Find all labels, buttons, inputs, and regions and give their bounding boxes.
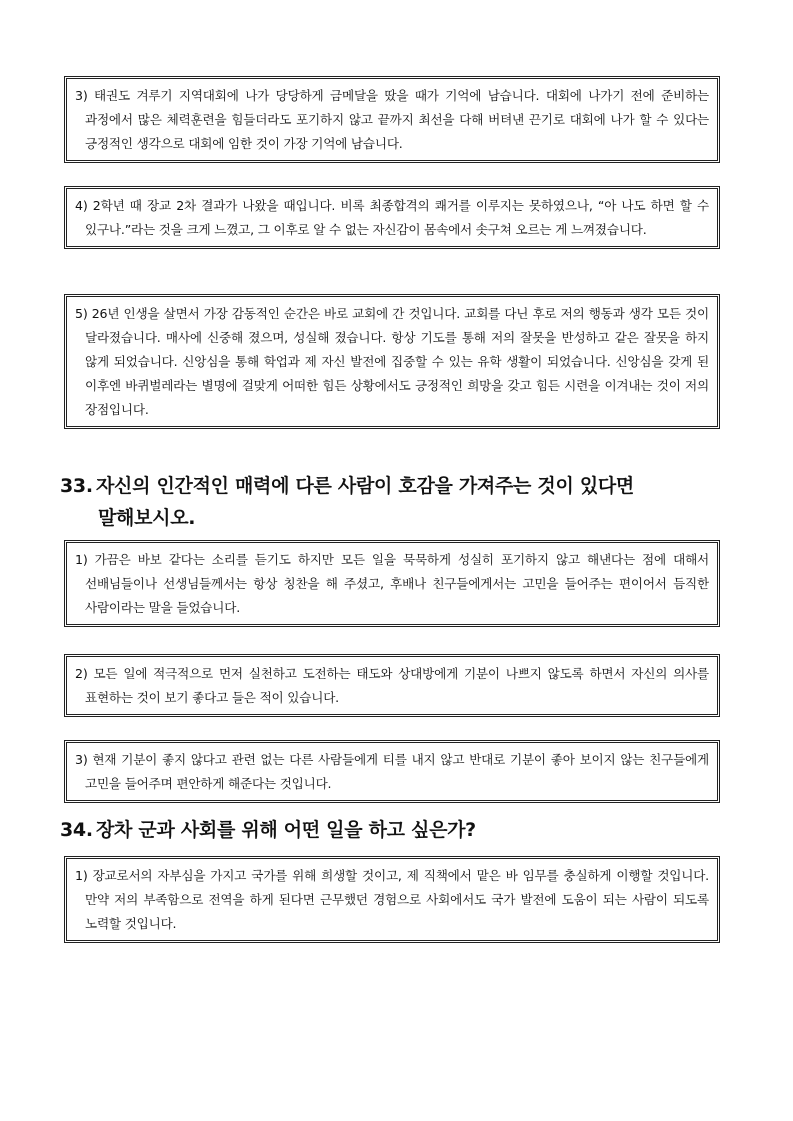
answer-text: 모든 일에 적극적으로 먼저 실천하고 도전하는 태도와 상대방에게 기분이 나쁘지 않도록 하면서 자신의 의사를 표현하는 것이 보기 좋다고 들은 적이 있습니다. (85, 666, 709, 705)
question-number: 34. (60, 819, 93, 841)
question-33-heading (60, 470, 740, 534)
answer-box (64, 540, 720, 627)
question-34-heading (60, 814, 740, 846)
answer-number: 3) (75, 88, 88, 103)
answer-box (64, 740, 720, 803)
answer-number: 5) (75, 306, 88, 321)
answer-text: 가끔은 바보 같다는 소리를 듣기도 하지만 모든 일을 묵묵하게 성실히 포기하지 않고 해낸다는 점에 대해서 선배님들이나 선생님들께서는 항상 칭찬을 해 주셨고, 후배나 친구들에게서는 고민을 들어주는 편이어서 듬직한 사람이라는 말을 들었습니다. (85, 552, 710, 615)
answer-text: 현재 기분이 좋지 않다고 관련 없는 다른 사람들에게 티를 내지 않고 반대로 기분이 좋아 보이지 않는 친구들에게 고민을 들어주며 편안하게 해준다는 것입니다. (85, 752, 709, 791)
answer-box (64, 654, 720, 717)
answer-box (64, 76, 720, 163)
question-text-line1: 장차 군과 사회를 위해 어떤 일을 하고 싶은가? (96, 819, 476, 841)
answer-text: 26년 인생을 살면서 가장 감동적인 순간은 바로 교회에 간 것입니다. 교회를 다닌 후로 저의 행동과 생각 모든 것이 달라졌습니다. 매사에 신중해 졌으며, 성실해 졌습니다. 항상 기도를 통해 저의 잘못을 반성하고 같은 잘못을 하지 않게 되었습니다. 신앙심을 통해 학업과 제 자신 발전에 집중할 수 있는 유학 생활이 되었습니다. 신앙심을 갖게 된 이후엔 바퀴벌레라는 별명에 걸맞게 어떠한 힘든 상황에서도 긍정적인 희망을 갖고 힘든 시련을 이겨내는 것이 저의 장점입니다. (85, 306, 709, 417)
question-text-line2: 말해보시오. (98, 507, 196, 529)
answer-box (64, 856, 720, 943)
answer-number: 3) (75, 752, 88, 767)
answer-box (64, 294, 720, 429)
answer-text: 2학년 때 장교 2차 결과가 나왔을 때입니다. 비록 최종합격의 쾌거를 이루지는 못하였으나, “아 나도 하면 할 수 있구나.”라는 것을 크게 느꼈고, 그 이후로 알 수 없는 자신감이 몸속에서 솟구쳐 오르는 게 느껴졌습니다. (85, 198, 709, 237)
answer-number: 4) (75, 198, 88, 213)
answer-number: 1) (75, 552, 88, 567)
question-text-line1: 자신의 인간적인 매력에 다른 사람이 호감을 가져주는 것이 있다면 (96, 475, 634, 497)
answer-text: 태권도 겨루기 지역대회에 나가 당당하게 금메달을 땄을 때가 기억에 남습니다. 대회에 나가기 전에 준비하는 과정에서 많은 체력훈련을 힘들더라도 포기하지 않고 끝까지 최선을 다해 버텨낸 끈기로 대회에 나가 할 수 있다는 긍정적인 생각으로 대회에 임한 것이 가장 기억에 남습니다. (85, 88, 709, 151)
question-number: 33. (60, 475, 93, 497)
answer-text: 장교로서의 자부심을 가지고 국가를 위해 희생할 것이고, 제 직책에서 맡은 바 임무를 충실하게 이행할 것입니다. 만약 저의 부족함으로 전역을 하게 된다면 근무했던 경험으로 사회에서도 국가 발전에 도움이 되는 사람이 되도록 노력할 것입니다. (85, 868, 709, 931)
answer-number: 2) (75, 666, 88, 681)
answer-box (64, 186, 720, 249)
answer-number: 1) (75, 868, 88, 883)
